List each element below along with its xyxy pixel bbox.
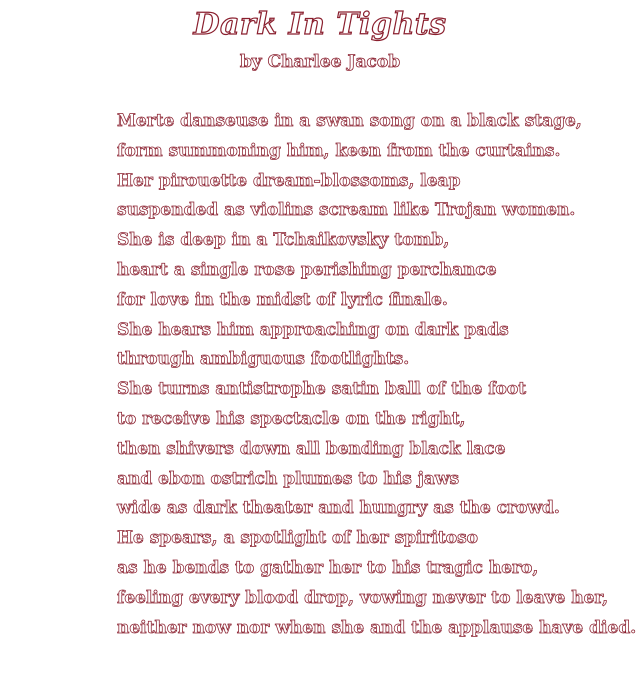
- poem-line: She hears him approaching on dark pads: [117, 319, 509, 340]
- poem-line: to receive his spectacle on the right,: [117, 408, 466, 429]
- poem-line: and ebon ostrich plumes to his jaws: [117, 468, 460, 489]
- poem-line: heart a single rose perishing perchance: [117, 259, 497, 280]
- poem-body: [117, 107, 637, 643]
- poem-line: He spears, a spotlight of her spiritoso: [117, 528, 479, 549]
- poem-line: feeling every blood drop, vowing never to leave her,: [117, 587, 609, 608]
- poem-line: She is deep in a Tchaikovsky tomb,: [117, 230, 450, 251]
- poem-line: wide as dark theater and hungry as the crowd.: [117, 498, 560, 519]
- poem-line: Her pirouette dream-blossoms, leap: [117, 170, 461, 191]
- poem-byline: by Charlee Jacob: [239, 52, 401, 72]
- poem-line: through ambiguous footlights.: [117, 349, 410, 370]
- poem-line: for love in the midst of lyric finale.: [117, 289, 448, 310]
- poem-line: form summoning him, keen from the curtains.: [117, 140, 561, 161]
- poem-line: as he bends to gather her to his tragic hero,: [117, 557, 539, 578]
- poem-line: then shivers down all bending black lace: [117, 438, 506, 459]
- poem-line: Merte danseuse in a swan song on a black stage,: [117, 111, 582, 131]
- poem-line: She turns antistrophe satin ball of the foot: [117, 379, 527, 400]
- poem-line: neither now nor when she and the applause have died.: [117, 617, 637, 638]
- poem-title: Dark In Tights: [193, 7, 447, 42]
- poem-line: suspended as violins scream like Trojan women.: [117, 200, 576, 221]
